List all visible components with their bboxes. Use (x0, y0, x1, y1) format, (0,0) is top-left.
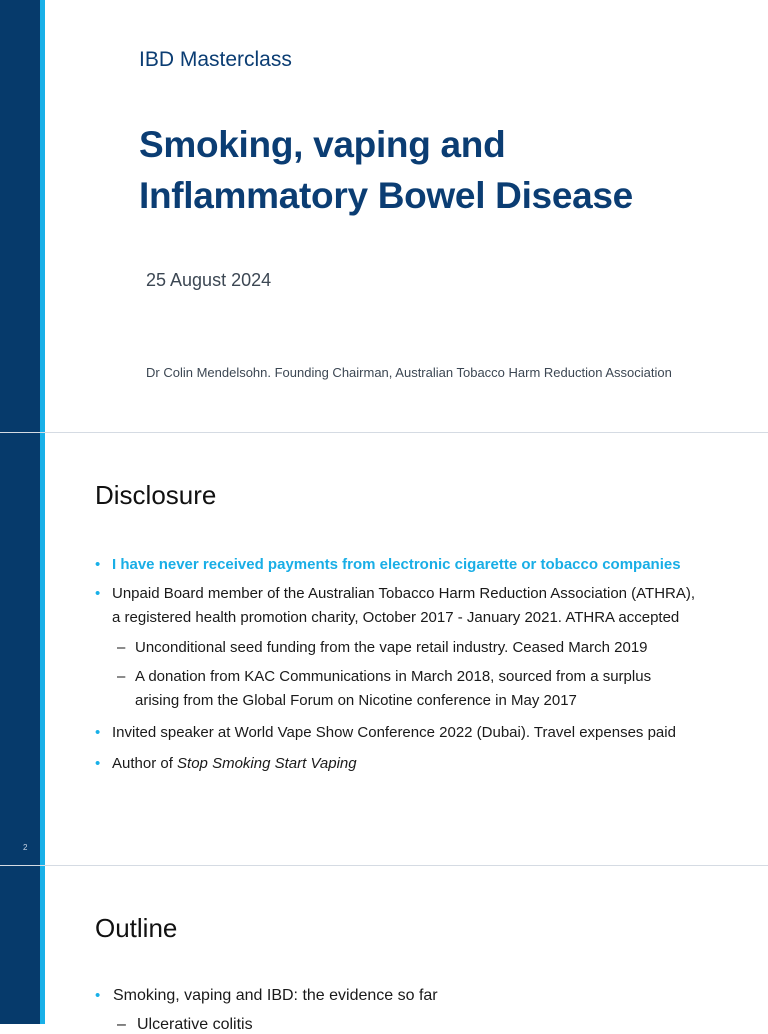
page-number: 2 (23, 843, 28, 852)
left-accent-stripe (40, 433, 45, 865)
bullet-icon: • (95, 556, 101, 573)
presenter-credit: Dr Colin Mendelsohn. Founding Chairman, Australian Tobacco Harm Reduction Association (146, 365, 672, 380)
slide-heading: Disclosure (95, 480, 217, 510)
course-name: IBD Masterclass (139, 48, 292, 71)
sub-bullet-text: Unconditional seed funding from the vape retail industry. Ceased March 2019 (135, 639, 648, 656)
sub-bullet-text: Ulcerative colitis (137, 1016, 253, 1033)
bullet-text: I have never received payments from electronic cigarette or tobacco companies (112, 556, 681, 573)
bullet-icon: • (95, 585, 101, 602)
slide-heading: Outline (95, 913, 178, 943)
dash-icon: – (117, 639, 126, 656)
left-navy-bar (0, 866, 40, 1024)
bullet-text-line: a registered health promotion charity, October 2017 - January 2021. ATHRA accepted (112, 609, 680, 626)
sub-bullet-text-line: A donation from KAC Communications in March 2018, sourced from a surplus (135, 668, 652, 685)
title-slide (0, 0, 768, 432)
book-title: Stop Smoking Start Vaping (177, 755, 357, 772)
bullet-text: Smoking, vaping and IBD: the evidence so far (113, 987, 438, 1004)
outline-slide (0, 866, 768, 1033)
bullet-icon: • (95, 987, 101, 1004)
title-line-2: Inflammatory Bowel Disease (139, 175, 633, 216)
bullet-text: Invited speaker at World Vape Show Conference 2022 (Dubai). Travel expenses paid (112, 724, 676, 741)
left-navy-bar (0, 433, 40, 865)
title-line-1: Smoking, vaping and (139, 124, 506, 165)
presentation-date: 25 August 2024 (146, 270, 272, 290)
sub-bullet-text (135, 665, 725, 713)
sub-bullet-text-line: arising from the Global Forum on Nicotine conference in May 2017 (135, 692, 577, 709)
bullet-icon: • (95, 755, 101, 772)
dash-icon: – (117, 1016, 126, 1033)
bullet-text (112, 752, 712, 776)
bullet-text-line: Unpaid Board member of the Australian Tobacco Harm Reduction Association (ATHRA), (112, 585, 696, 602)
left-accent-stripe (40, 0, 45, 432)
left-navy-bar (0, 0, 40, 432)
bullet-text-prefix: Author of (112, 755, 178, 772)
disclosure-slide (0, 433, 768, 865)
bullet-text (112, 582, 712, 630)
dash-icon: – (117, 668, 126, 685)
bullet-icon: • (95, 724, 101, 741)
left-accent-stripe (40, 866, 45, 1024)
presentation-title (139, 119, 633, 221)
